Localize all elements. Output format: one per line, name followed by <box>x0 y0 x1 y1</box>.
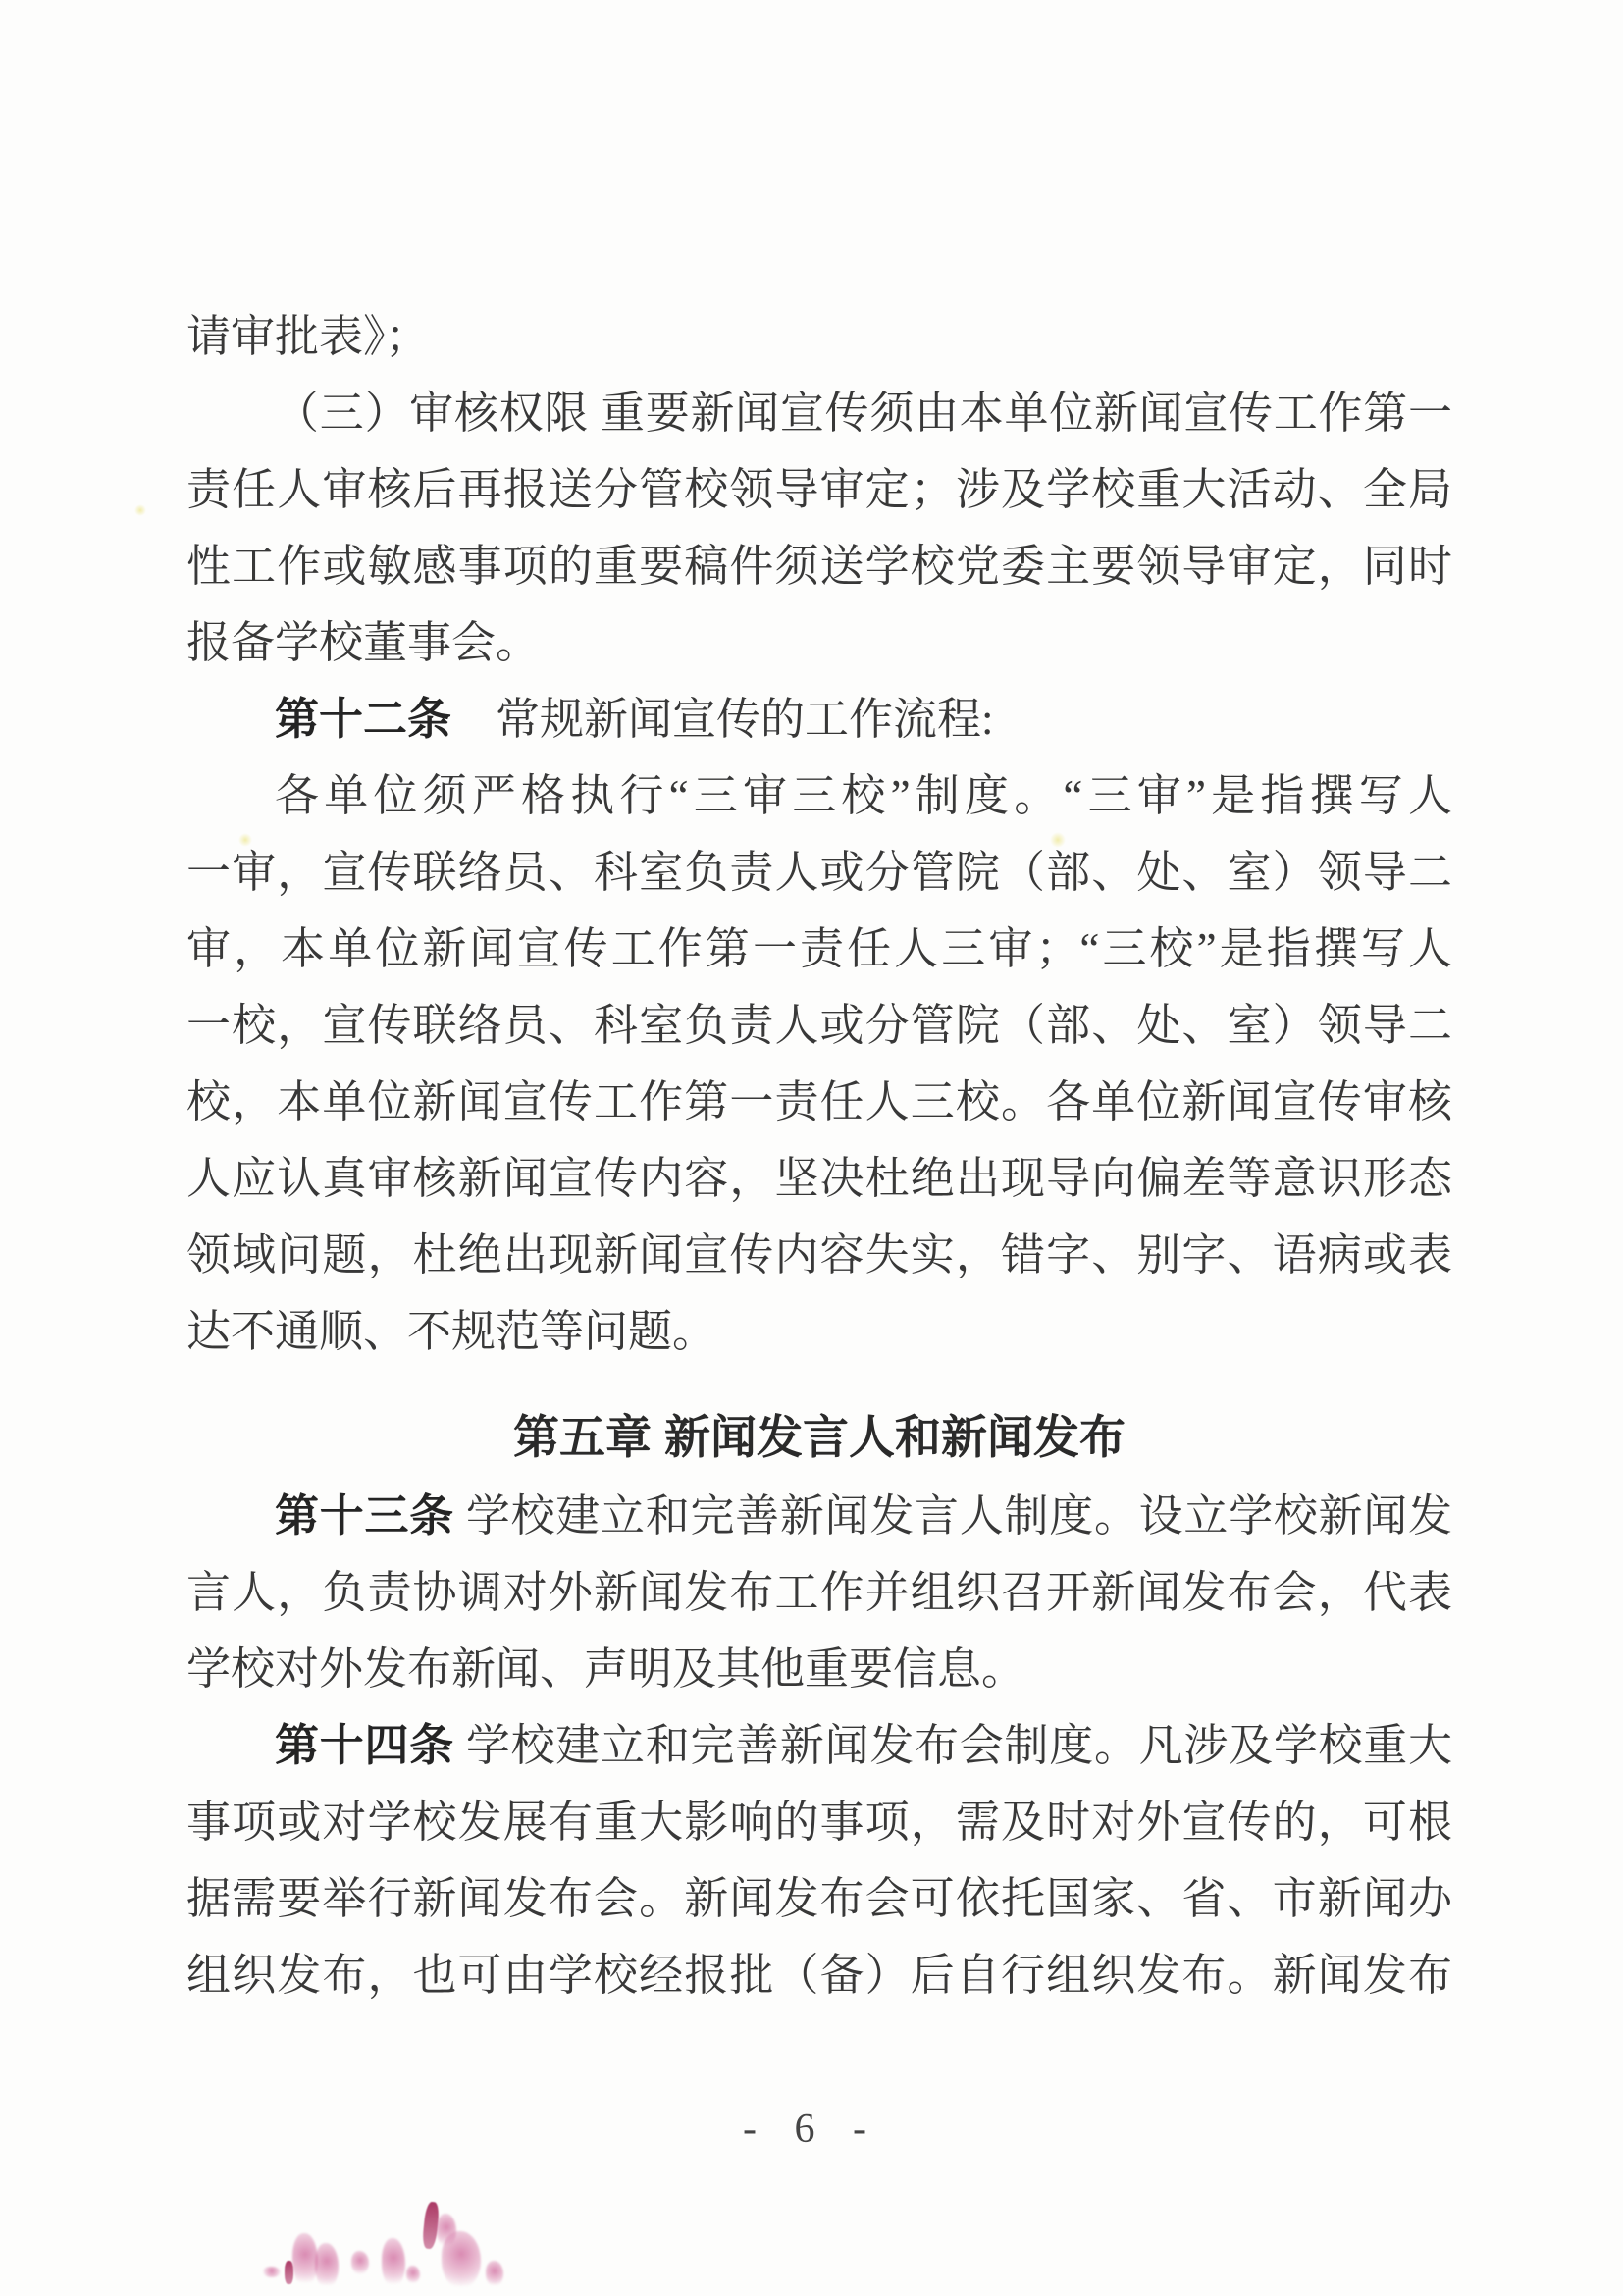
stamp-fragment <box>442 2231 481 2288</box>
text-line <box>186 1937 1452 2013</box>
stamp-fragment <box>486 2261 503 2286</box>
chapter-heading-text: 第五章 新闻发言人和新闻发布 <box>512 1411 1126 1463</box>
line-text: 报备学校董事会。 <box>186 618 541 667</box>
text-line <box>186 1064 1452 1140</box>
line-text: 组织发布，也可由学校经报批（备）后自行组织发布。新闻发布 <box>186 1951 1452 2000</box>
stamp-fragment <box>422 2201 441 2249</box>
stamp-fragment <box>406 2266 420 2283</box>
line-text: 各单位须严格执行“三审三校”制度。“三审”是指撰写人 <box>275 771 1452 820</box>
text-line <box>186 911 1452 987</box>
stamp-fragment <box>437 2214 456 2247</box>
line-text: 人应认真审核新闻宣传内容，坚决杜绝出现导向偏差等意识形态 <box>186 1154 1452 1203</box>
text-line <box>186 1784 1452 1860</box>
chapter-heading <box>186 1397 1452 1478</box>
text-line <box>186 834 1452 911</box>
text-line-article-12 <box>186 681 1452 757</box>
stamp-fragment <box>285 2261 293 2284</box>
line-text: 学校建立和完善新闻发布会制度。凡涉及学校重大 <box>453 1721 1452 1770</box>
line-text: 一审，宣传联络员、科室负责人或分管院（部、处、室）领导二 <box>186 848 1452 897</box>
text-line <box>186 757 1452 834</box>
line-text: 学校对外发布新闻、声明及其他重要信息。 <box>186 1644 1026 1694</box>
text-line <box>186 298 1452 375</box>
page-number <box>0 2100 1623 2159</box>
line-text: 事项或对学校发展有重大影响的事项，需及时对外宣传的，可根 <box>186 1798 1452 1847</box>
text-line <box>186 1631 1452 1707</box>
text-line <box>186 1293 1452 1370</box>
page-number-text: - 6 - <box>743 2107 880 2152</box>
line-text: 学校建立和完善新闻发言人制度。设立学校新闻发 <box>453 1491 1452 1540</box>
scan-speck <box>134 504 146 516</box>
text-line <box>186 451 1452 528</box>
stamp-fragment <box>292 2233 318 2286</box>
text-line <box>186 1554 1452 1631</box>
line-text: 领域问题，杜绝出现新闻宣传内容失实，错字、别字、语病或表 <box>186 1230 1452 1279</box>
line-text: （三）审核权限 重要新闻宣传须由本单位新闻宣传工作第一 <box>275 389 1452 438</box>
line-text: 性工作或敏感事项的重要稿件须送学校党委主要领导审定，同时 <box>186 542 1452 591</box>
line-text: 审，本单位新闻宣传工作第一责任人三审；“三校”是指撰写人 <box>186 924 1452 973</box>
stamp-fragment <box>315 2243 339 2288</box>
text-line-article-13 <box>186 1478 1452 1554</box>
line-text: 一校，宣传联络员、科室负责人或分管院（部、处、室）领导二 <box>186 1001 1452 1050</box>
line-text: 常规新闻宣传的工作流程: <box>451 695 994 744</box>
line-text: 请审批表》； <box>186 312 430 361</box>
stamp-fragment <box>382 2238 405 2287</box>
text-line <box>186 987 1452 1064</box>
text-line-article-14 <box>186 1707 1452 1784</box>
article-number: 第十二条 <box>275 695 452 744</box>
line-text: 校，本单位新闻宣传工作第一责任人三校。各单位新闻宣传审核 <box>186 1077 1452 1126</box>
text-line <box>186 528 1452 604</box>
stamp-fragment <box>263 2267 281 2277</box>
text-line <box>186 1140 1452 1217</box>
line-text: 达不通顺、不规范等问题。 <box>186 1307 717 1356</box>
scan-speck <box>1050 832 1066 848</box>
text-line <box>186 1860 1452 1937</box>
line-text: 责任人审核后再报送分管校领导审定；涉及学校重大活动、全局 <box>186 465 1452 514</box>
article-number: 第十三条 <box>275 1491 454 1540</box>
line-text: 言人，负责协调对外新闻发布工作并组织召开新闻发布会，代表 <box>186 1568 1452 1617</box>
text-line <box>186 375 1452 451</box>
scan-speck <box>238 833 252 847</box>
document-body <box>186 298 1452 2013</box>
line-text: 据需要举行新闻发布会。新闻发布会可依托国家、省、市新闻办 <box>186 1874 1452 1923</box>
stamp-fragment <box>351 2251 369 2274</box>
text-line <box>186 1217 1452 1293</box>
text-line <box>186 604 1452 681</box>
article-number: 第十四条 <box>275 1721 454 1770</box>
